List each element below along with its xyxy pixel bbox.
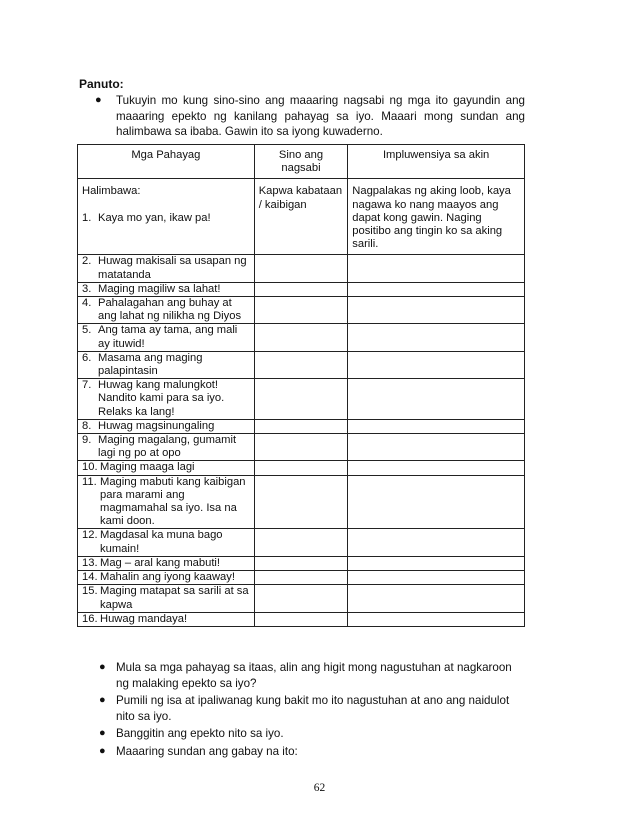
who-said-cell[interactable] (254, 351, 348, 378)
statement-cell (78, 571, 255, 585)
statement-number: 4. (82, 297, 92, 310)
question-text: Mula sa mga pahayag sa itaas, alin ang higit mong nagustuhan at nagkaroon ng malaking epekto sa iyo? (116, 661, 512, 690)
statement-text: Pahalagahan ang buhay at ang lahat ng nilikha ng Diyos (98, 297, 242, 323)
statement-number: 3. (82, 282, 92, 295)
statement-number: 7. (82, 379, 92, 392)
list-item (97, 744, 527, 760)
statement-text: Huwag kang malungkot! Nandito kami para sa iyo. Relaks ka lang! (98, 379, 225, 418)
who-said-cell[interactable] (254, 324, 348, 351)
statement-cell (78, 475, 255, 529)
influence-cell[interactable] (348, 379, 525, 420)
who-said-cell[interactable] (254, 556, 348, 570)
list-item (97, 660, 527, 691)
header-influence: Impluwensiya sa akin (348, 145, 525, 179)
who-said-cell[interactable] (254, 571, 348, 585)
example-statement-cell (78, 179, 255, 255)
statement-text: Magdasal ka muna bago kumain! (100, 529, 223, 555)
statement-number: 16. (82, 612, 98, 625)
influence-cell[interactable] (348, 324, 525, 351)
question-text: Pumili ng isa at ipaliwanag kung bakit mo ito nagustuhan at ano ang naidulot nito sa iyo. (116, 694, 510, 723)
statement-text: Huwag makisali sa usapan ng matatanda (98, 255, 247, 281)
statement-text: Maging magalang, gumamit lagi ng po at opo (98, 434, 237, 460)
statement-cell (78, 282, 255, 296)
table-row (78, 379, 525, 420)
instruction-bullet (97, 93, 525, 140)
table-row (78, 419, 525, 433)
table-row (78, 255, 525, 282)
influence-cell[interactable] (348, 475, 525, 529)
table-row (78, 282, 525, 296)
influence-cell[interactable] (348, 282, 525, 296)
table-row (78, 571, 525, 585)
bullet-icon: ● (99, 694, 106, 706)
influence-cell[interactable] (348, 612, 525, 626)
bullet-icon: ● (99, 661, 106, 673)
statement-cell (78, 529, 255, 556)
table-row (78, 461, 525, 475)
table-row (78, 475, 525, 529)
statement-text: Maging mabuti kang kaibigan para marami ang magmamahal sa iyo. Isa na kami doon. (100, 475, 246, 528)
header-who-said: Sino ang nagsabi (254, 145, 348, 179)
example-influence: Nagpalakas ng aking loob, kaya nagawa ko nang maayos ang dapat kong gawin. Naging positibo ang tingin ko sa aking sarili. (352, 185, 511, 251)
bullet-icon: ● (95, 94, 102, 106)
example-row (78, 179, 525, 255)
questions-list (97, 660, 527, 761)
table-row (78, 297, 525, 324)
who-said-cell[interactable] (254, 255, 348, 282)
instructions-heading: Panuto: (79, 77, 124, 91)
table-header-row (78, 145, 525, 179)
statement-number: 6. (82, 351, 92, 364)
table-row (78, 556, 525, 570)
example-influence-cell (348, 179, 525, 255)
bullet-icon: ● (99, 727, 106, 739)
statement-number: 13. (82, 556, 98, 569)
table-row (78, 585, 525, 612)
instruction-text: Tukuyin mo kung sino-sino ang maaaring nagsabi ng mga ito gayundin ang maaaring epekto ng kanilang pahayag sa iyo. Maaari mong sundan ang halimbawa sa ibaba. Gawin ito sa iyong kuwaderno. (116, 94, 525, 138)
statement-cell (78, 297, 255, 324)
statement-cell (78, 379, 255, 420)
table-row (78, 324, 525, 351)
statement-number: 14. (82, 571, 98, 584)
example-number: 1. (82, 211, 92, 224)
header-statements: Mga Pahayag (78, 145, 255, 179)
statement-text: Maging maaga lagi (100, 461, 195, 474)
statement-cell (78, 585, 255, 612)
statement-number: 8. (82, 419, 92, 432)
statement-cell (78, 324, 255, 351)
page-number: 62 (313, 782, 326, 794)
statement-cell (78, 556, 255, 570)
question-text: Maaaring sundan ang gabay na ito: (116, 744, 298, 758)
influence-cell[interactable] (348, 419, 525, 433)
who-said-cell[interactable] (254, 585, 348, 612)
table-row (78, 612, 525, 626)
influence-cell[interactable] (348, 461, 525, 475)
statement-number: 2. (82, 255, 92, 268)
statement-cell (78, 255, 255, 282)
statements-table (77, 144, 525, 627)
influence-cell[interactable] (348, 556, 525, 570)
who-said-cell[interactable] (254, 434, 348, 461)
who-said-cell[interactable] (254, 379, 348, 420)
statement-cell (78, 461, 255, 475)
influence-cell[interactable] (348, 255, 525, 282)
influence-cell[interactable] (348, 297, 525, 324)
statement-cell (78, 351, 255, 378)
statement-cell (78, 419, 255, 433)
statement-number: 5. (82, 324, 92, 337)
example-statement: Kaya mo yan, ikaw pa! (98, 211, 211, 224)
table-row (78, 434, 525, 461)
statement-text: Maging matapat sa sarili at sa kapwa (100, 585, 249, 611)
influence-cell[interactable] (348, 585, 525, 612)
statement-number: 12. (82, 529, 98, 542)
example-who: Kapwa kabataan / kaibigan (258, 185, 343, 211)
bullet-icon: ● (99, 744, 106, 757)
influence-cell[interactable] (348, 571, 525, 585)
who-said-cell[interactable] (254, 475, 348, 529)
statement-number: 9. (82, 434, 92, 447)
table-row (78, 351, 525, 378)
statement-text: Mag – aral kang mabuti! (100, 556, 221, 569)
table-row (78, 529, 525, 556)
statement-text: Maging magiliw sa lahat! (98, 282, 221, 295)
statement-text: Masama ang maging palapintasin (98, 351, 203, 378)
who-said-cell[interactable] (254, 297, 348, 324)
influence-cell[interactable] (348, 529, 525, 556)
statement-text: Mahalin ang iyong kaaway! (100, 571, 235, 584)
statement-text: Huwag mandaya! (100, 612, 188, 625)
example-who-cell (254, 179, 348, 255)
who-said-cell[interactable] (254, 612, 348, 626)
who-said-cell[interactable] (254, 461, 348, 475)
example-label: Halimbawa: (82, 185, 141, 198)
who-said-cell[interactable] (254, 419, 348, 433)
statement-number: 11. (82, 475, 97, 488)
who-said-cell[interactable] (254, 529, 348, 556)
statement-text: Ang tama ay tama, ang mali ay ituwid! (98, 324, 238, 350)
statement-number: 15. (82, 585, 98, 598)
influence-cell[interactable] (348, 351, 525, 378)
influence-cell[interactable] (348, 434, 525, 461)
statement-number: 10. (82, 461, 98, 474)
question-text: Banggitin ang epekto nito sa iyo. (116, 727, 284, 740)
list-item (97, 693, 527, 724)
statement-cell (78, 434, 255, 461)
statement-text: Huwag magsinungaling (98, 419, 215, 432)
list-item (97, 726, 527, 742)
statement-cell (78, 612, 255, 626)
who-said-cell[interactable] (254, 282, 348, 296)
